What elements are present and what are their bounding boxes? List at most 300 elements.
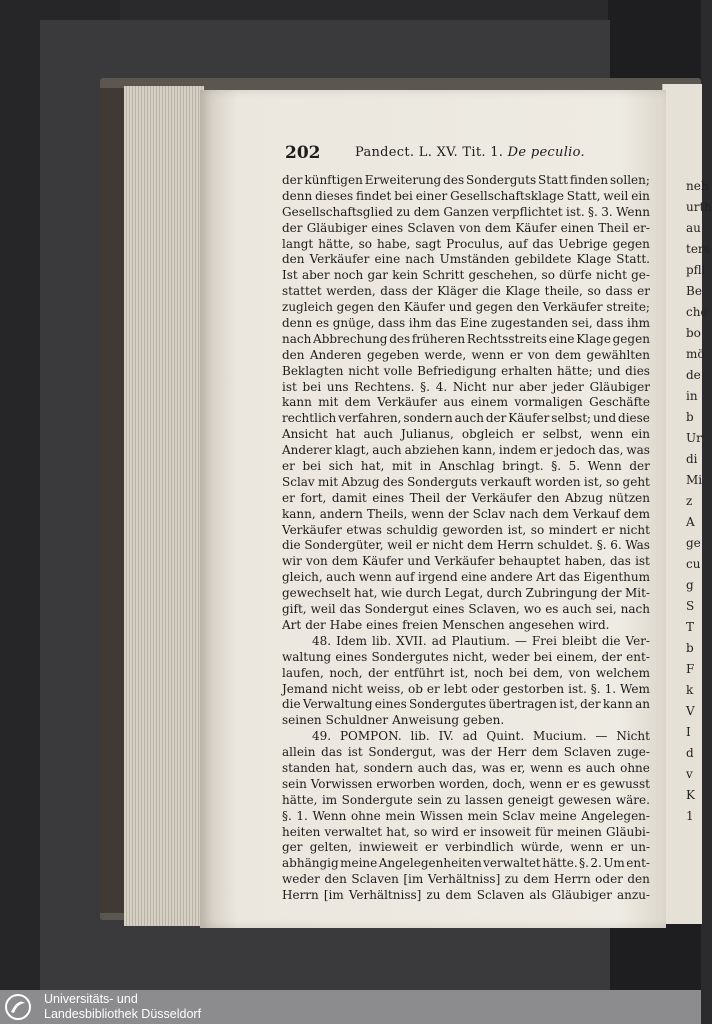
text-word: Sonderguts <box>466 173 537 187</box>
text-word: Wem <box>620 681 650 696</box>
text-word: verwaltet <box>324 824 383 839</box>
text-word: kann, <box>462 443 496 458</box>
text-word: noch <box>473 665 504 680</box>
text-word: Gesellschaftsklage <box>450 188 564 203</box>
text-word: der <box>485 411 507 426</box>
text-word: hätte, <box>282 792 318 807</box>
text-word: Um <box>603 856 625 871</box>
text-word: dem <box>623 506 650 521</box>
text-word: kann, <box>282 506 316 521</box>
text-word: Herr <box>497 745 527 760</box>
text-word: wie <box>380 586 403 601</box>
text-word: nach <box>620 602 650 617</box>
text-word: den <box>536 490 560 505</box>
text-word: der <box>471 745 492 760</box>
text-word: inwieweit <box>359 840 418 855</box>
right-page-fragment: mö <box>686 347 705 361</box>
right-page-fragment: T <box>686 620 695 634</box>
text-word: hat, <box>335 760 359 775</box>
text-word: 48. <box>312 633 332 648</box>
text-word: kann <box>602 697 633 712</box>
text-word: Sclaven <box>563 745 612 760</box>
text-word: er- <box>632 220 650 235</box>
text-word: Legat, <box>444 586 484 601</box>
text-word: Habe <box>329 617 363 632</box>
text-word: er <box>610 840 624 855</box>
text-word: ein <box>631 188 650 203</box>
text-word: vormaligen <box>514 395 583 410</box>
text-word: zu <box>396 204 411 219</box>
text-word: worden, <box>438 776 489 791</box>
text-word: als <box>529 888 547 903</box>
text-word: geneigt <box>507 792 554 807</box>
text-word: durch <box>486 586 523 601</box>
text-word: Mucium. <box>533 729 587 744</box>
text-word: Verkauf <box>572 506 620 521</box>
text-word: ohne <box>350 808 381 823</box>
text-word: ent- <box>626 649 650 664</box>
text-word: Sonderguts <box>407 474 478 489</box>
text-word: fort, <box>300 490 327 505</box>
text-word: des <box>443 173 465 187</box>
text-line <box>282 666 650 682</box>
text-word: entführt <box>394 665 445 680</box>
text-word: allein <box>282 745 316 760</box>
text-word: und <box>448 300 472 315</box>
text-word: gestorben <box>502 681 565 696</box>
text-word: dass <box>380 284 408 299</box>
text-word: streite; <box>606 300 650 315</box>
text-word: wenn <box>570 840 604 855</box>
text-line <box>282 872 650 888</box>
text-word: abziehen <box>404 443 460 458</box>
text-word: künftigen <box>304 173 363 187</box>
text-word: Käufer <box>515 220 557 235</box>
text-word: und <box>407 554 431 569</box>
text-word: lib. <box>410 729 430 744</box>
text-word: er <box>425 840 438 855</box>
running-title-main: Pandect. L. XV. Tit. 1. <box>355 145 504 160</box>
text-word: nicht <box>619 522 650 537</box>
text-word: etwas <box>346 522 382 537</box>
text-word: ist <box>282 379 297 394</box>
text-word: dem, <box>533 665 564 680</box>
text-word: von <box>527 347 550 362</box>
text-word: jeder <box>552 379 584 394</box>
text-word: sein <box>282 776 307 791</box>
text-word: Beklagten <box>282 363 344 378</box>
text-word: der <box>601 649 623 664</box>
text-word: aus <box>443 395 465 410</box>
running-title-italic: De peculio. <box>507 145 585 160</box>
text-word: hätte, <box>318 236 354 251</box>
text-word: gar <box>367 268 389 283</box>
text-word: hat <box>335 427 356 442</box>
text-word: ist <box>347 745 363 760</box>
text-word: volle <box>383 363 413 378</box>
text-word: bei <box>533 649 553 664</box>
text-word: dem <box>331 554 359 569</box>
text-word: auch <box>417 760 448 775</box>
text-word: §. <box>590 681 601 696</box>
text-line <box>282 427 650 443</box>
text-word: Verwaltung <box>302 697 373 712</box>
text-word: Verkäufer <box>309 252 370 267</box>
text-word: das <box>609 554 631 569</box>
text-word: wenn <box>590 427 624 442</box>
text-word: Wissen <box>419 808 464 823</box>
text-word: den <box>516 300 540 315</box>
text-word: zugleich <box>282 300 333 315</box>
text-word: auch <box>326 570 356 585</box>
text-word: gift, <box>282 602 307 617</box>
right-page-fragment: g <box>686 578 694 592</box>
text-word: den <box>377 300 401 315</box>
right-page-fragment: bo <box>686 326 701 340</box>
text-word: §. <box>282 808 292 823</box>
text-word: zugestanden <box>490 316 569 331</box>
text-word: eines <box>374 697 407 712</box>
text-word: Käufer <box>362 554 404 569</box>
text-word: angesehen <box>508 617 575 632</box>
text-line <box>282 475 650 491</box>
text-word: ist, <box>559 697 578 712</box>
text-word: der <box>411 284 433 299</box>
text-word: eines <box>371 220 404 235</box>
text-word: das <box>558 570 580 585</box>
text-word: nach <box>405 252 435 267</box>
text-word: Umständen <box>439 252 510 267</box>
text-word: er <box>601 522 615 537</box>
text-word: Sondergutes <box>371 649 449 664</box>
text-word: wo <box>523 602 542 617</box>
footer-text <box>44 992 201 1022</box>
text-word: Herrn <box>496 538 534 553</box>
text-word: wenn <box>411 506 445 521</box>
text-word: Sondergut <box>364 602 429 617</box>
text-word: Ver- <box>625 633 650 648</box>
right-page-fragment: b <box>686 410 694 424</box>
text-line <box>282 888 650 904</box>
text-word: gewechselt <box>282 586 351 601</box>
text-word: andern <box>319 506 363 521</box>
text-word: Abzug <box>564 490 604 505</box>
text-word: Wenn <box>587 459 622 474</box>
text-word: freien <box>402 617 439 632</box>
text-word: gnüge, <box>332 316 375 331</box>
text-word: er <box>566 776 579 791</box>
text-word: Ansicht <box>282 427 328 442</box>
text-line <box>282 840 650 856</box>
text-word: §. <box>579 856 589 871</box>
text-word: Idem <box>336 633 367 648</box>
text-word: dem <box>467 538 494 553</box>
text-word: diese <box>618 411 650 426</box>
text-word: Menschen <box>442 617 505 632</box>
text-word: 49. <box>312 729 332 744</box>
text-word: POMPON. <box>339 729 402 744</box>
text-word: einen <box>560 220 595 235</box>
text-word: gewählten <box>586 347 650 362</box>
text-word: verbindlich <box>445 840 514 855</box>
text-word: das <box>532 236 554 251</box>
text-word: auch <box>454 411 484 426</box>
text-word: nur <box>492 379 514 394</box>
text-word: weil <box>387 538 413 553</box>
right-page-fragment: b <box>686 641 694 655</box>
text-word: Kläger <box>437 284 478 299</box>
text-word: das <box>321 745 343 760</box>
text-word: Julianus, <box>400 427 454 442</box>
text-word: Sondergut, <box>368 745 437 760</box>
text-word: nach <box>509 506 539 521</box>
text-word: Verhältniss] <box>348 888 422 903</box>
text-word: findet <box>356 188 392 203</box>
text-word: nicht <box>331 681 363 696</box>
right-page-fragment: Be <box>686 284 702 298</box>
right-page-fragment: cu <box>686 557 701 571</box>
text-word: lebt <box>443 681 468 696</box>
text-word: dem <box>484 220 512 235</box>
text-word: klagt, <box>334 443 370 458</box>
text-word: es <box>315 316 330 331</box>
text-line <box>282 395 650 411</box>
text-word: weil <box>310 602 336 617</box>
text-word: Plautium. <box>451 633 510 648</box>
text-line <box>282 268 650 284</box>
text-word: bei <box>302 379 322 394</box>
right-page-fragment: v <box>686 767 693 781</box>
text-line <box>282 284 650 300</box>
text-word: würde, <box>520 840 564 855</box>
text-word: so <box>358 236 372 251</box>
text-word: ein <box>631 427 650 442</box>
text-word: wir <box>282 554 302 569</box>
text-line <box>282 729 650 745</box>
text-word: damit <box>331 490 367 505</box>
text-line <box>282 205 650 221</box>
right-page-fragment: 1 <box>686 809 694 823</box>
text-word: Vorwissen <box>310 776 373 791</box>
text-word: was <box>441 745 466 760</box>
text-word: werde, <box>424 347 467 362</box>
text-word: noch <box>333 268 364 283</box>
text-word: früheren <box>411 331 466 346</box>
text-word: indem <box>498 443 537 458</box>
text-word: Theils, <box>366 506 408 521</box>
text-word: auch <box>585 760 616 775</box>
right-page-fragment: ters <box>686 242 710 256</box>
text-word: XVII. <box>396 633 427 648</box>
text-word: eines <box>432 602 465 617</box>
text-word: lib. <box>372 633 392 648</box>
text-word: Angelegen- <box>581 808 650 823</box>
text-word: bei <box>394 188 413 203</box>
text-word: andere <box>490 570 533 585</box>
text-word: bei <box>508 665 528 680</box>
text-word: Verkäufer <box>542 300 603 315</box>
text-word: er <box>282 459 295 474</box>
text-line <box>282 602 650 618</box>
text-word: auch <box>372 443 402 458</box>
text-word: er <box>539 443 553 458</box>
text-word: Was <box>625 538 650 553</box>
text-word: Zubringung <box>525 586 598 601</box>
text-word: denn <box>282 316 313 331</box>
text-word: Schritt <box>422 268 465 283</box>
text-word: so <box>605 474 620 489</box>
text-word: er, <box>509 760 526 775</box>
text-word: behauptet <box>498 554 561 569</box>
text-line <box>282 364 650 380</box>
text-word: gebildete <box>514 252 572 267</box>
text-word: werden, <box>326 284 376 299</box>
text-word: mit <box>392 459 413 474</box>
text-line <box>282 348 650 364</box>
text-word: an <box>635 697 650 712</box>
text-word: Anderer <box>282 443 332 458</box>
text-word: ad <box>431 633 447 648</box>
text-word: hätte; <box>557 363 593 378</box>
text-word: ge- <box>631 268 650 283</box>
text-line <box>282 380 650 396</box>
text-word: habe, <box>376 236 411 251</box>
text-word: wenn <box>529 776 563 791</box>
text-word: auf <box>395 570 415 585</box>
text-word: wird <box>431 824 459 839</box>
right-page-fragment: de <box>686 368 701 382</box>
text-word: eines <box>372 490 405 505</box>
text-word: Abbrechung <box>313 331 388 346</box>
right-page-fragment: z <box>686 494 693 508</box>
text-word: den <box>282 347 305 362</box>
text-word: den <box>324 872 347 887</box>
text-word: Anweisung <box>392 713 460 728</box>
text-word: Angelegenheiten <box>378 856 482 871</box>
text-word: bleibt <box>561 633 597 648</box>
text-word: ob <box>408 681 423 696</box>
text-word: theile, <box>544 284 583 299</box>
text-word: auch <box>363 427 393 442</box>
text-word: eine <box>548 331 575 346</box>
text-word: wenn <box>530 760 563 775</box>
text-word: Mit- <box>624 586 650 601</box>
text-word: 6. <box>610 538 622 553</box>
text-word: noch, <box>329 665 363 680</box>
text-word: dem <box>523 872 550 887</box>
text-word: Verkäufer <box>471 490 532 505</box>
text-word: Käufer <box>508 411 550 426</box>
text-word: dem <box>542 506 569 521</box>
text-word: Rechtens. <box>354 379 415 394</box>
text-word: Sclaven, <box>468 602 520 617</box>
text-word: dem <box>555 347 582 362</box>
text-word: nicht <box>432 538 464 553</box>
text-word: Frei <box>531 633 557 648</box>
text-word: er <box>426 681 440 696</box>
text-word: der <box>580 697 601 712</box>
right-page-fragment: pfli <box>686 263 706 277</box>
text-word: Gläubiger <box>589 379 650 394</box>
text-word: Theil <box>409 490 441 505</box>
text-line <box>282 300 650 316</box>
text-line <box>282 793 650 809</box>
text-word: das, <box>598 443 624 458</box>
text-word: er <box>521 427 535 442</box>
text-word: sagt <box>415 236 442 251</box>
text-word: hätte. <box>542 856 578 871</box>
text-word: kein <box>392 268 419 283</box>
text-word: gegen <box>612 236 650 251</box>
text-word: Gläubi- <box>606 824 650 839</box>
text-word: so <box>587 284 601 299</box>
text-word: einer <box>415 188 448 203</box>
text-word: den <box>627 872 650 887</box>
text-word: der <box>445 490 467 505</box>
text-word: geht <box>622 474 650 489</box>
text-word: — <box>514 633 527 648</box>
text-word: sein <box>417 792 443 807</box>
text-line <box>282 237 650 253</box>
text-word: des <box>382 474 404 489</box>
text-word: er <box>637 284 650 299</box>
text-word: der <box>305 617 326 632</box>
text-word: Gläubiger <box>551 888 612 903</box>
body-text <box>282 173 650 904</box>
text-word: ist <box>635 554 650 569</box>
text-word: waltung <box>282 649 332 664</box>
text-word: Nicht <box>452 379 487 394</box>
text-word: die <box>601 633 621 648</box>
text-word: gegeben <box>366 347 420 362</box>
text-word: Schuldner <box>325 713 389 728</box>
text-word: die <box>282 538 301 553</box>
text-word: in <box>419 459 432 474</box>
text-word: was <box>481 760 506 775</box>
text-word: übertragen <box>488 697 557 712</box>
text-word: gegen <box>336 300 374 315</box>
text-word: oder <box>471 681 499 696</box>
text-line <box>282 411 650 427</box>
text-word: geworden <box>442 522 503 537</box>
text-line <box>282 538 650 554</box>
text-word: laufen, <box>282 665 324 680</box>
right-page-fragment: Ur <box>686 431 702 445</box>
text-word: verfahren, <box>338 411 402 426</box>
page-edges <box>124 86 204 926</box>
text-word: die <box>282 697 301 712</box>
text-word: gewesen <box>558 792 612 807</box>
text-word: insoweit <box>479 824 531 839</box>
text-line <box>282 697 650 713</box>
text-word: zu <box>504 872 519 887</box>
text-word: jedoch <box>555 443 596 458</box>
text-line <box>282 459 650 475</box>
text-word: §. <box>420 379 430 394</box>
text-word: dem <box>344 395 371 410</box>
text-word: abhängig <box>282 856 339 871</box>
right-page-fragments <box>663 176 712 827</box>
text-word: erhalten <box>501 363 553 378</box>
text-line <box>282 554 650 570</box>
text-word: Nicht <box>616 729 650 744</box>
text-word: weder <box>491 649 530 664</box>
text-word: — <box>595 729 608 744</box>
right-page-fragment: Mi <box>686 473 703 487</box>
text-word: so <box>413 824 428 839</box>
text-word: [im <box>323 888 344 903</box>
text-word: er <box>462 824 476 839</box>
